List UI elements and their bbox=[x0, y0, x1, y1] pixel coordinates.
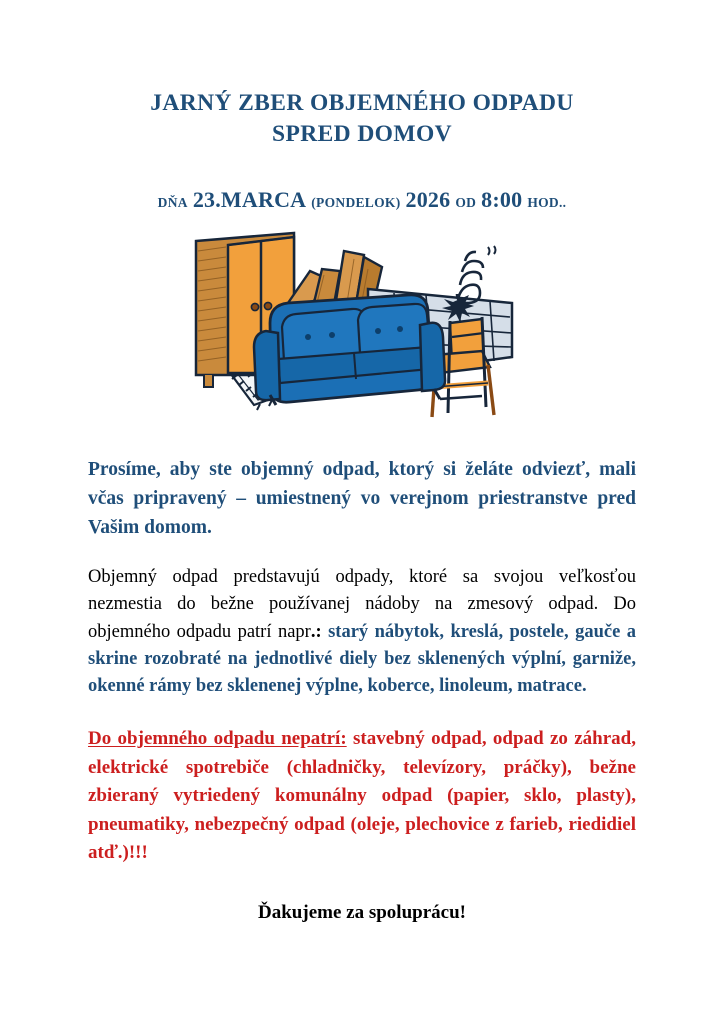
bulky-waste-illustration bbox=[182, 227, 542, 427]
rejected-waste-list: stavebný odpad, odpad zo záhrad, elektrické spotrebiče (chladničky, televízory, práčky), bežne zbieraný vytriedený komunálny odpad (papier, sklo, plasty), pneumatiky, nebezpečný odpad (oleje, plechovice z farieb, riedidiel atď.)!!! bbox=[88, 728, 636, 864]
accepted-waste-plain: Objemný odpad predstavujú odpady, ktoré sa svojou veľkosťou nezmestia do bežne používanej nádoby na zmesový odpad. Do objemného odpadu patrí napr bbox=[88, 567, 636, 642]
title-line-1: JARNÝ ZBER OBJEMNÉHO ODPADU bbox=[150, 90, 574, 116]
date-year: 2026 bbox=[405, 186, 451, 212]
thanks-line: Ďakujeme za spoluprácu! bbox=[258, 901, 466, 923]
rejected-waste-paragraph bbox=[88, 725, 636, 868]
accepted-waste-paragraph bbox=[88, 564, 636, 700]
accepted-waste-separator: .: bbox=[310, 621, 329, 642]
date-prefix: DŇA bbox=[157, 194, 188, 210]
collection-date-line bbox=[88, 187, 636, 213]
poster-title bbox=[88, 0, 636, 151]
date-value: 23.MARCA bbox=[192, 186, 307, 212]
date-time: 8:00 bbox=[481, 186, 523, 212]
date-from-label: OD bbox=[455, 194, 477, 210]
date-hour-suffix: HOD.. bbox=[527, 194, 567, 210]
intro-paragraph: Prosíme, aby ste objemný odpad, ktorý si želáte odviezť, mali včas pripravený – umiestnený vo verejnom priestranstve pred Vašim domom. bbox=[88, 458, 636, 538]
rejected-waste-heading: Do objemného odpadu nepatrí: bbox=[88, 728, 347, 750]
sofa-icon bbox=[254, 294, 445, 404]
date-weekday: (PONDELOK) bbox=[311, 194, 401, 210]
accepted-waste-list: starý nábytok, kreslá, postele, gauče a skrine rozobraté na jednotlivé diely bez sklenených výplní, garniže, okenné rámy bez sklenenej výplne, koberce, linoleum, matrace. bbox=[88, 621, 636, 696]
title-line-2: SPRED DOMOV bbox=[272, 121, 452, 148]
